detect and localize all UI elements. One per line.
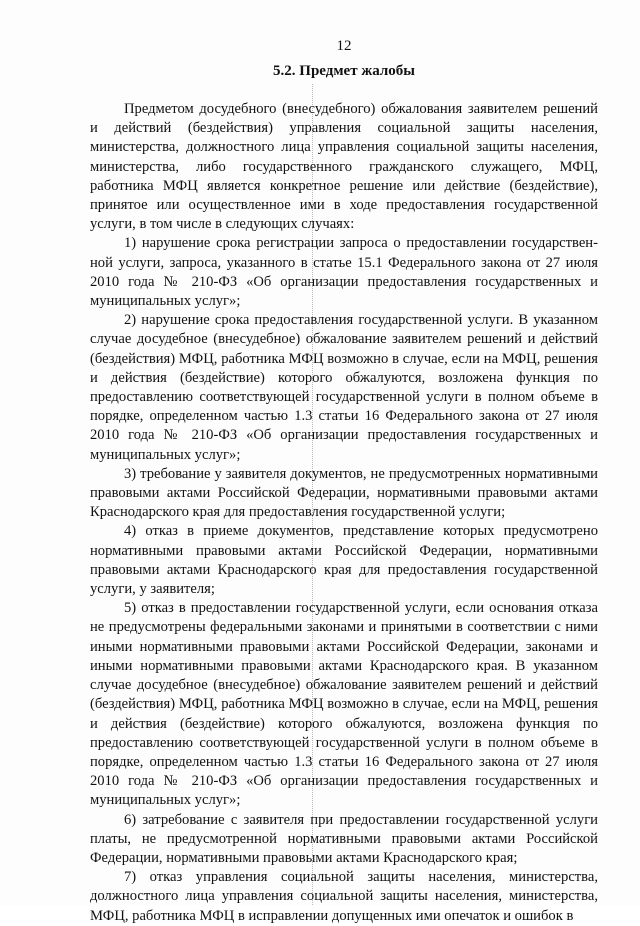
page-number: 12 bbox=[336, 38, 352, 54]
section-title: 5.2. Предмет жалобы bbox=[273, 63, 415, 79]
paragraph-case-6: 6) затребование с заявителя при предоставлении государственной услуги платы, не предусмотренной нормативными правовыми актами Российской Федерации, нормативными правовыми актами Краснодарского края; bbox=[90, 811, 598, 866]
paragraph-case-7: 7) отказ управления социальной защиты населения, министерства, должностного лица управления социальной защиты населения, министерства, МФЦ, работника МФЦ в исправлении допущенных ими опечаток и ошибок в bbox=[90, 869, 598, 924]
paragraph-case-4: 4) отказ в приеме документов, представление которых предусмотрено нормативными правовыми актами Российской Федерации, нормативными правовыми актами Краснодарского края для предоставления государственной услуги, у заявителя; bbox=[90, 523, 598, 598]
paragraph-case-2: 2) нарушение срока предоставления государственной услуги. В указанном случае досудебное (внесудебное) обжалование заявителем решений и действий (бездействия) МФЦ, работника МФЦ возможно в случае, если на МФЦ, решения и действия (бездействие) которого обжалуются, возложена функция по предоставлению соответствующей государственной услуги в полном объеме в порядке, определенном частью 1.3 статьи 16 Федерального закона от 27 июля 2010 года № 210-ФЗ «Об организации предоставления государственных и муниципальных услуг»; bbox=[90, 312, 598, 463]
paragraph-case-5: 5) отказ в предоставлении государственной услуги, если основания отказа не предусмотрены федеральными законами и принятыми в соответствии с ними иными нормативными правовыми актами Российской Федерации, законами и иными нормативными правовыми актами Краснодарского края. В указанном случае досудебное (внесудебное) обжалование заявителем решений и действий (бездействия) МФЦ, работника МФЦ возможно в случае, если на МФЦ, решения и действия (бездействие) которого обжалуются, возложена функция по предоставлению соответствующей государственной услуги в полном объеме в порядке, определенном частью 1.3 статьи 16 Федерального закона от 27 июля 2010 года № 210-ФЗ «Об организации предоставления государственных и муниципальных услуг»; bbox=[90, 600, 598, 809]
paragraph-case-3: 3) требование у заявителя документов, не предусмотренных нормативными правовыми актами Российской Федерации, нормативными правовыми актами Краснодарского края для предоставления государственной услуги; bbox=[90, 465, 598, 521]
paragraph-intro: Предметом досудебного (внесудебного) обжалования заявителем решений и действий (бездействия) управления социальной защиты населения, министерства, должностного лица управления социальной защиты населения, министерства, либо государственного гражданского служащего, МФЦ, работника МФЦ является конкретное решение или действие (бездействие), принятое или осуществленное ими в ходе предоставления государственной услуги, в том числе в следующих случаях: bbox=[90, 101, 598, 233]
document-body bbox=[90, 100, 598, 926]
paragraph-case-1: 1) нарушение срока регистрации запроса о предоставлении государственной услуги, запроса, указанного в статье 15.1 Федерального закона от 27 июля 2010 года № 210-ФЗ «Об организации предоставления государственных и муниципальных услуг»; bbox=[90, 235, 598, 310]
